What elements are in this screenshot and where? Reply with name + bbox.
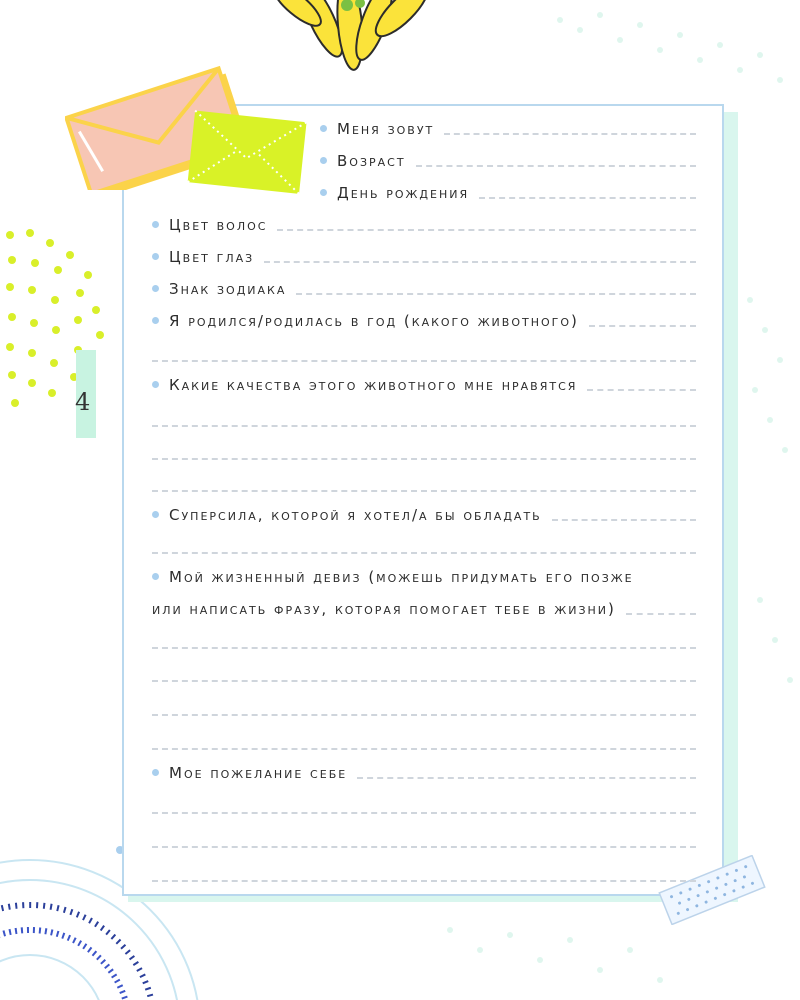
- answer-line[interactable]: [152, 490, 696, 492]
- answer-line[interactable]: [152, 846, 696, 848]
- page-number: 4: [75, 388, 91, 416]
- lime-envelope-illustration: [185, 108, 315, 198]
- field-zodiac[interactable]: [152, 280, 696, 298]
- answer-line[interactable]: [152, 812, 696, 814]
- answer-line[interactable]: [416, 165, 696, 167]
- answer-line[interactable]: [357, 777, 696, 779]
- bullet-icon: [152, 221, 159, 228]
- answer-line[interactable]: [264, 261, 696, 263]
- bullet-icon: [152, 381, 159, 388]
- field-label: Суперсила, которой я хотел/а бы обладать: [169, 506, 542, 524]
- field-label: Знак зодиака: [169, 280, 287, 298]
- field-life-motto[interactable]: [152, 568, 696, 586]
- field-animal-qualities[interactable]: [152, 376, 696, 394]
- answer-line[interactable]: [589, 325, 696, 327]
- answer-line[interactable]: [552, 519, 696, 521]
- field-label: или написать фразу, которая помогает тебе в жизни): [152, 600, 616, 618]
- bullet-icon: [152, 511, 159, 518]
- field-birth-year-animal[interactable]: [152, 312, 696, 330]
- field-eye-color[interactable]: [152, 248, 696, 266]
- field-label: Меня зовут: [337, 120, 435, 138]
- field-age[interactable]: [320, 152, 696, 170]
- answer-line[interactable]: [152, 880, 696, 882]
- answer-line[interactable]: [152, 647, 696, 649]
- washi-tape-decoration: [652, 855, 772, 925]
- answer-line[interactable]: [152, 552, 696, 554]
- answer-line[interactable]: [587, 389, 696, 391]
- answer-line[interactable]: [152, 425, 696, 427]
- answer-line[interactable]: [152, 360, 696, 362]
- field-superpower[interactable]: [152, 506, 696, 524]
- bullet-icon: [320, 125, 327, 132]
- field-label: День рождения: [337, 184, 470, 202]
- bullet-icon: [152, 573, 159, 580]
- answer-line[interactable]: [277, 229, 696, 231]
- field-wish-to-self[interactable]: [152, 764, 696, 782]
- yellow-flower-illustration: [262, 0, 442, 90]
- answer-line[interactable]: [152, 458, 696, 460]
- bullet-icon: [152, 769, 159, 776]
- answer-line[interactable]: [152, 714, 696, 716]
- answer-line[interactable]: [152, 680, 696, 682]
- bullet-icon: [152, 317, 159, 324]
- field-label: Какие качества этого животного мне нравятся: [169, 376, 578, 394]
- field-label: Цвет волос: [169, 216, 268, 234]
- bullet-icon: [152, 253, 159, 260]
- bullet-icon: [320, 157, 327, 164]
- field-birthday[interactable]: [320, 184, 696, 202]
- field-hair-color[interactable]: [152, 216, 696, 234]
- bullet-icon: [320, 189, 327, 196]
- answer-line[interactable]: [626, 613, 696, 615]
- field-label: Мое пожелание себе: [169, 764, 348, 782]
- answer-line[interactable]: [479, 197, 696, 199]
- answer-line[interactable]: [444, 133, 696, 135]
- field-label: Я родился/родилась в год (какого животного): [169, 312, 579, 330]
- field-label: Возраст: [337, 152, 406, 170]
- field-life-motto-continued[interactable]: [152, 600, 696, 618]
- field-label: Цвет глаз: [169, 248, 255, 266]
- field-name[interactable]: [320, 120, 696, 138]
- answer-line[interactable]: [152, 748, 696, 750]
- answer-line[interactable]: [296, 293, 696, 295]
- bullet-icon: [152, 285, 159, 292]
- field-label: Мой жизненный девиз (можешь придумать его позже: [169, 568, 634, 586]
